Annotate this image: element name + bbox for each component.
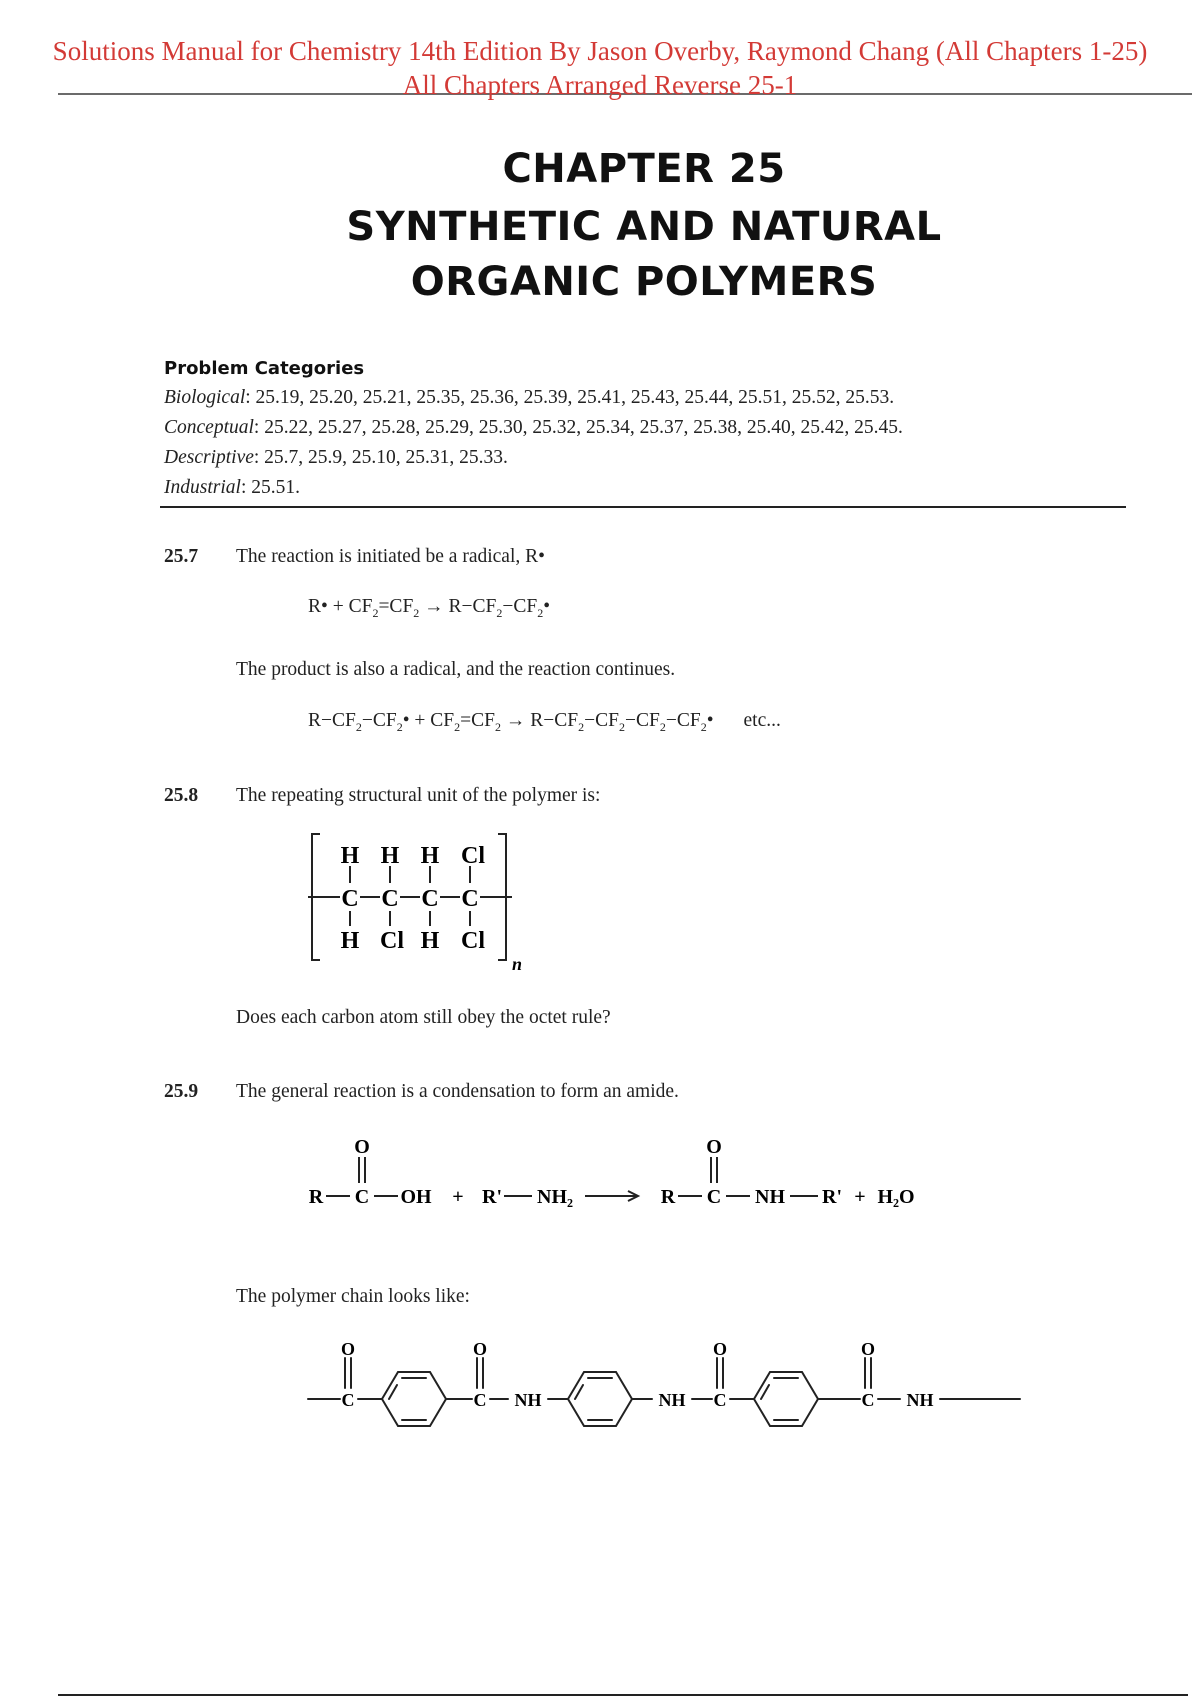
chain-oxygen-4: O <box>860 1340 876 1359</box>
top-atom-1: H <box>340 843 360 869</box>
page-bottom-rule <box>58 1694 1188 1696</box>
problem-number-25-7: 25.7 <box>164 546 199 567</box>
top-atom-2: H <box>380 843 400 869</box>
problem-number-25-9: 25.9 <box>164 1081 199 1102</box>
problem-25-8-question: Does each carbon atom still obey the octet rule? <box>236 1007 611 1028</box>
plus-1: + <box>452 1186 464 1208</box>
r-group-product: R <box>660 1186 676 1208</box>
repeat-subscript: n <box>512 954 523 974</box>
equation-propagation: $R-CF_2-CF_2• + CF_2=CF_2$ → $R-CF_2-CF_2-CF_2-CF_2•$ etc... <box>308 710 781 734</box>
carbonyl-carbon-2: C <box>706 1186 722 1208</box>
chain-nh-2: NH <box>658 1390 686 1410</box>
benzene-ring-3 <box>754 1372 818 1426</box>
chain-oxygen-1: O <box>340 1340 356 1359</box>
plus-2: + <box>854 1186 866 1208</box>
oxygen-2: O <box>706 1136 722 1158</box>
pvc-repeating-unit <box>300 820 540 980</box>
bottom-atom-4: Cl <box>461 928 485 954</box>
problem-25-8-intro: The repeating structural unit of the polymer is: <box>236 785 601 806</box>
oxygen-1: O <box>354 1136 370 1158</box>
top-atom-4: Cl <box>461 843 485 869</box>
problem-categories <box>164 358 1124 499</box>
category-industrial: Industrial: 25.51. <box>164 477 300 498</box>
category-conceptual: Conceptual: 25.22, 25.27, 25.28, 25.29, 25.30, 25.32, 25.34, 25.37, 25.38, 25.40, 25.42, 25.45. <box>164 417 903 438</box>
category-descriptive: Descriptive: 25.7, 25.9, 25.10, 25.31, 25.33. <box>164 447 508 468</box>
chain-oxygen-3: O <box>712 1340 728 1359</box>
categories-heading: Problem Categories <box>164 358 365 379</box>
problem-25-7-middle: The product is also a radical, and the reaction continues. <box>236 659 676 680</box>
top-atom-3: H <box>420 843 440 869</box>
chain-carbon-4: C <box>861 1390 875 1410</box>
problem-25-9-intro: The general reaction is a condensation to form an amide. <box>236 1081 679 1102</box>
equation-initiation: R• + $CF_2=CF_2$ → $R-CF_2-CF_2•$ <box>308 596 551 620</box>
source-title: Solutions Manual for Chemistry 14th Edition By Jason Overby, Raymond Chang (All Chapters 1-25) <box>0 36 1200 67</box>
carbonyl-carbon-1: C <box>354 1186 370 1208</box>
chain-nh-1: NH <box>514 1390 542 1410</box>
benzene-ring-2 <box>568 1372 632 1426</box>
carbon-2: C <box>381 886 399 912</box>
chapter-number: CHAPTER 25 <box>502 146 786 192</box>
bottom-atom-3: H <box>420 928 440 954</box>
carbon-3: C <box>421 886 439 912</box>
chain-nh-3: NH <box>906 1390 934 1410</box>
chain-oxygen-2: O <box>472 1340 488 1359</box>
category-biological: Biological: 25.19, 25.20, 25.21, 25.35, 25.36, 25.39, 25.41, 25.43, 25.44, 25.51, 25.52, 25.53. <box>164 387 895 408</box>
carbon-4: C <box>461 886 479 912</box>
amide-condensation-reaction <box>300 1135 940 1215</box>
chain-carbon-1: C <box>341 1390 355 1410</box>
amine-group: NH₂ <box>537 1186 573 1208</box>
problem-25-7-intro: The reaction is initiated be a radical, R• <box>236 546 545 567</box>
chain-carbon-3: C <box>713 1390 727 1410</box>
chain-carbon-2: C <box>473 1390 487 1410</box>
hydroxyl: OH <box>400 1186 432 1208</box>
bottom-atom-1: H <box>340 928 360 954</box>
r-prime: R' <box>482 1186 502 1208</box>
arrangement-note: All Chapters Arranged Reverse 25-1 <box>402 70 798 100</box>
chain-intro: The polymer chain looks like: <box>236 1286 470 1307</box>
benzene-ring-1 <box>382 1372 446 1426</box>
carbon-1: C <box>341 886 359 912</box>
water: H₂O <box>877 1186 915 1208</box>
amide-nh: NH <box>755 1186 785 1208</box>
r-group: R <box>308 1186 324 1208</box>
r-prime-product: R' <box>822 1186 842 1208</box>
bottom-atom-2: Cl <box>380 928 404 954</box>
chapter-title-line1: SYNTHETIC AND NATURAL <box>346 204 942 250</box>
polyamide-chain <box>300 1340 1030 1430</box>
problem-number-25-8: 25.8 <box>164 785 199 806</box>
chapter-title-line2: ORGANIC POLYMERS <box>410 259 878 305</box>
section-divider <box>160 506 1126 508</box>
